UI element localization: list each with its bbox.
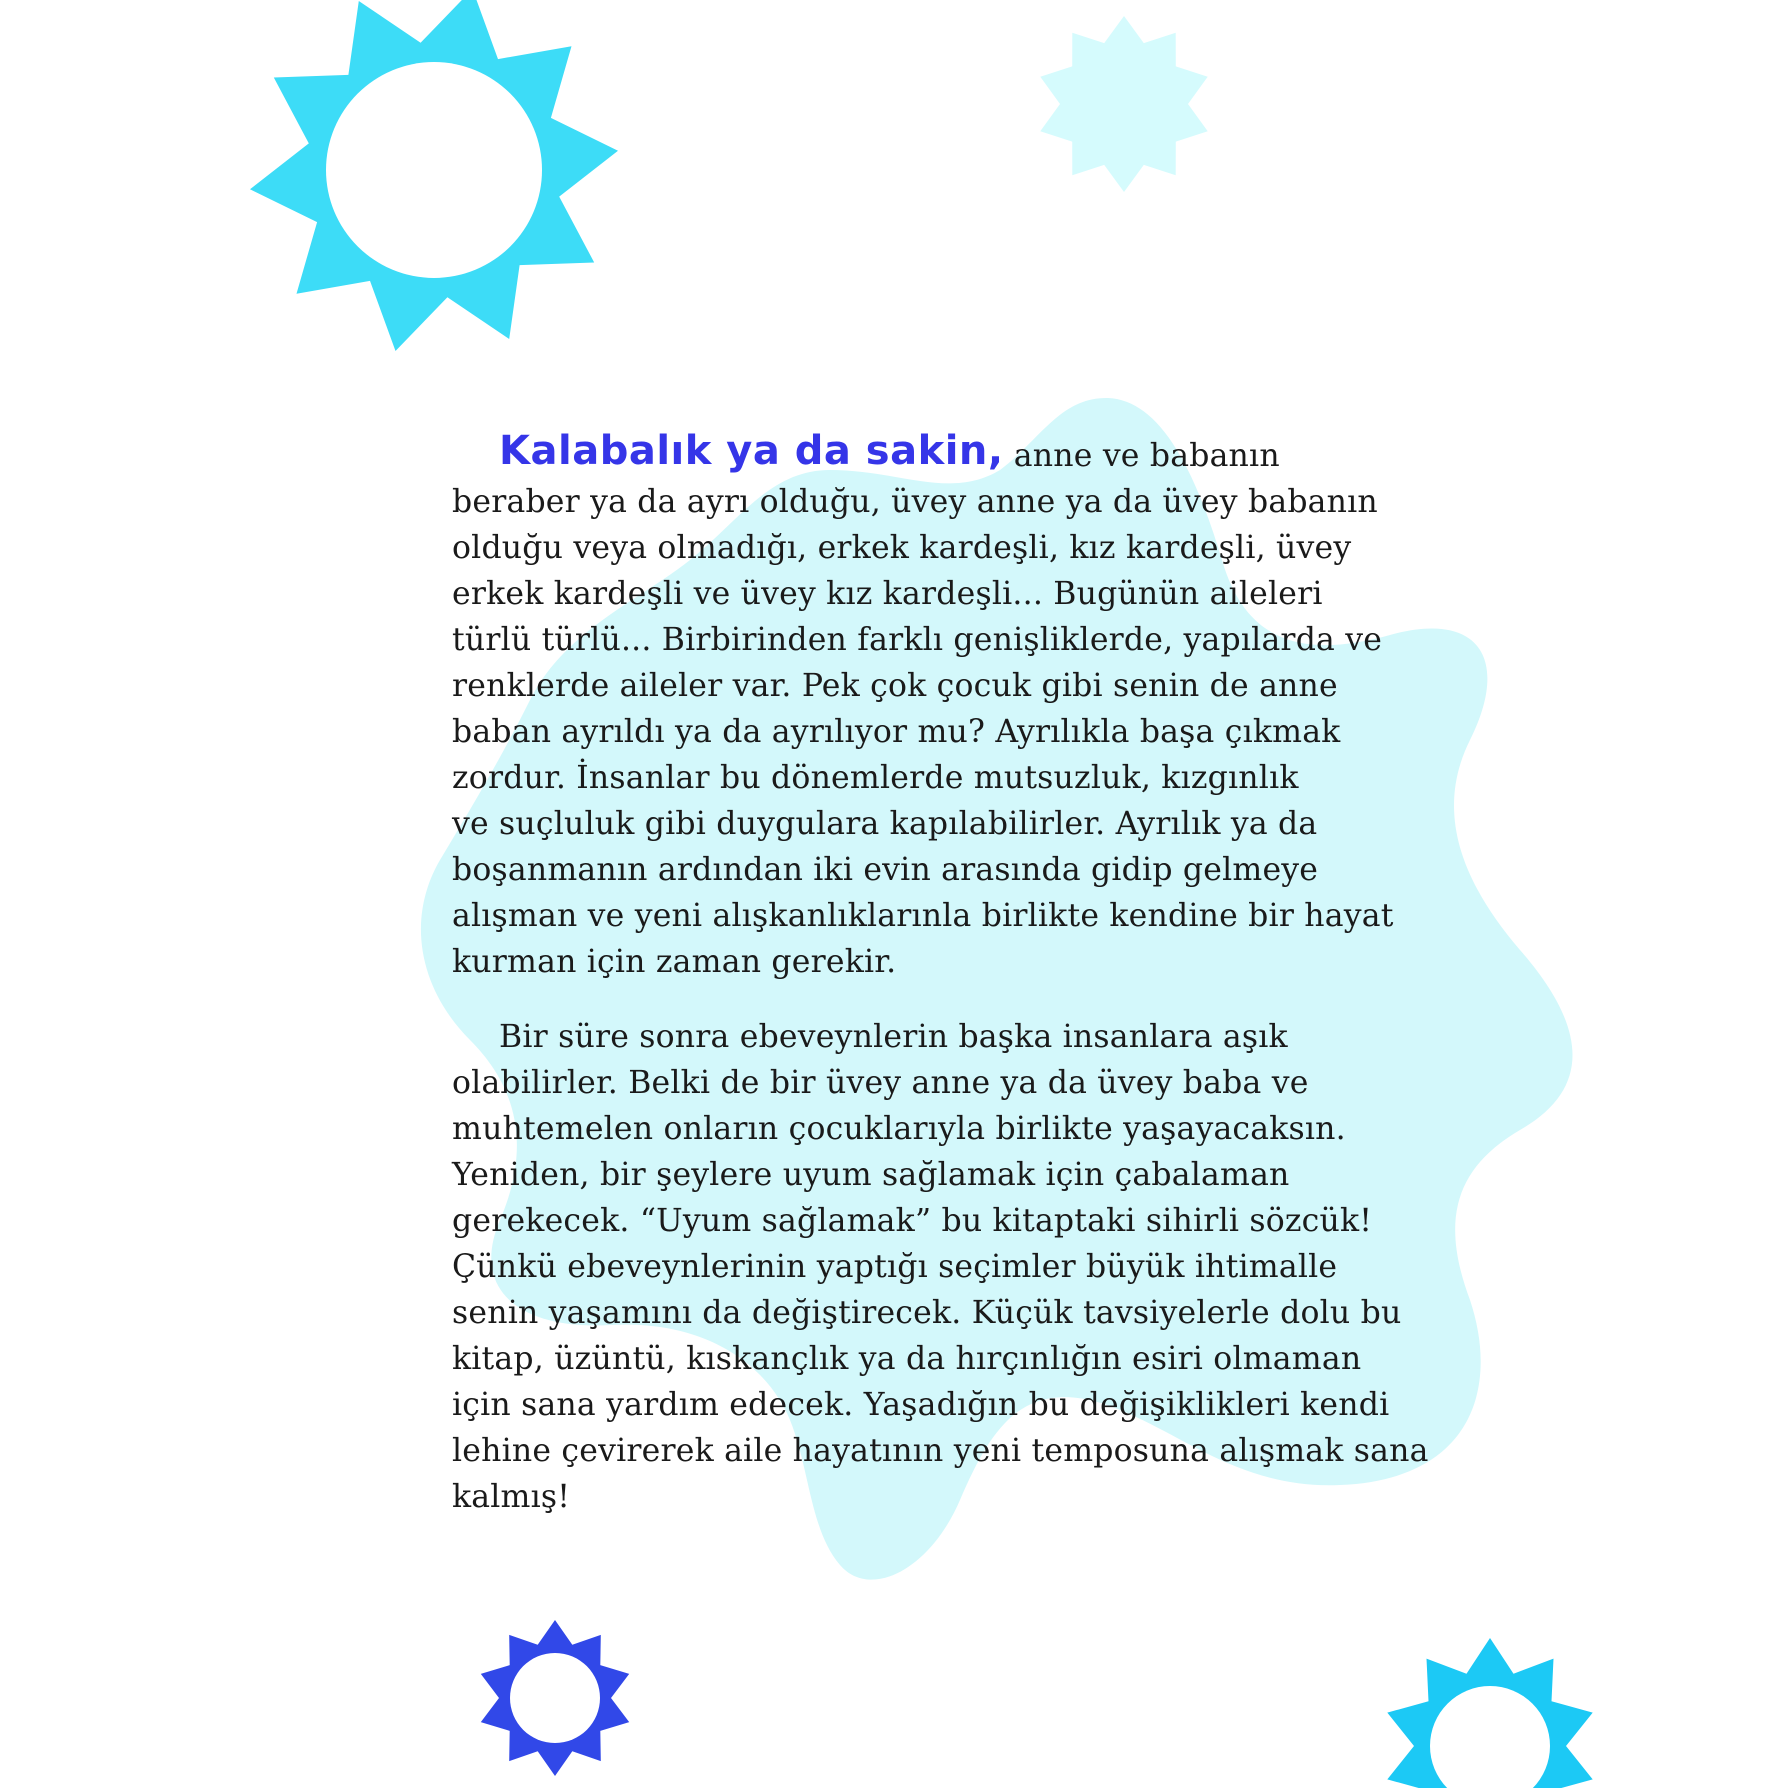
text-line: erkek kardeşli ve üvey kız kardeşli... Bugünün aileleri <box>452 576 1323 612</box>
text-line: olabilirler. Belki de bir üvey anne ya da üvey baba ve <box>452 1065 1309 1101</box>
text-line: türlü türlü... Birbirinden farklı genişliklerde, yapılarda ve <box>452 622 1383 658</box>
text-line: Çünkü ebeveynlerinin yaptığı seçimler büyük ihtimalle <box>452 1249 1338 1285</box>
text-line: ve suçluluk gibi duygulara kapılabilirler. Ayrılık ya da <box>452 806 1318 842</box>
text-line: boşanmanın ardından iki evin arasında gidip gelmeye <box>452 852 1319 888</box>
text-line: Kalabalık ya da sakin, anne ve babanın <box>499 428 1280 474</box>
text-line: lehine çevirerek aile hayatının yeni temposuna alışmak sana <box>452 1433 1429 1469</box>
text-line: olduğu veya olmadığı, erkek kardeşli, kız kardeşli, üvey <box>452 530 1352 566</box>
sun-icon <box>1387 1638 1592 1788</box>
text-line: Yeniden, bir şeylere uyum sağlamak için çabalaman <box>452 1157 1290 1193</box>
text-line: Bir süre sonra ebeveynlerin başka insanlara aşık <box>499 1019 1288 1055</box>
star-icon <box>1040 16 1207 192</box>
text-line: alışman ve yeni alışkanlıklarınla birlikte kendine bir hayat <box>452 898 1394 934</box>
paragraph-1 <box>452 430 1462 985</box>
text-line: zordur. İnsanlar bu dönemlerde mutsuzluk, kızgınlık <box>452 760 1299 796</box>
text-line: için sana yardım edecek. Yaşadığın bu değişiklikleri kendi <box>452 1387 1390 1423</box>
text-line: kalmış! <box>452 1479 571 1515</box>
text-line: kurman için zaman gerekir. <box>452 944 897 980</box>
paragraph-2 <box>452 1014 1462 1520</box>
sun-icon <box>481 1620 629 1776</box>
body-text <box>452 430 1462 1520</box>
text-line: baban ayrıldı ya da ayrılıyor mu? Ayrılıkla başa çıkmak <box>452 714 1341 750</box>
text-line: senin yaşamını da değiştirecek. Küçük tavsiyelerle dolu bu <box>452 1295 1402 1331</box>
text-line: beraber ya da ayrı olduğu, üvey anne ya da üvey babanın <box>452 484 1378 520</box>
text-line: renklerde aileler var. Pek çok çocuk gibi senin de anne <box>452 668 1338 704</box>
text-line: kitap, üzüntü, kıskançlık ya da hırçınlığın esiri olmaman <box>452 1341 1362 1377</box>
sun-icon <box>250 0 618 351</box>
text-line: muhtemelen onların çocuklarıyla birlikte yaşayacaksın. <box>452 1111 1346 1147</box>
text-line: gerekecek. “Uyum sağlamak” bu kitaptaki sihirli sözcük! <box>452 1203 1373 1239</box>
lead-heading: Kalabalık ya da sakin, <box>499 428 1004 474</box>
